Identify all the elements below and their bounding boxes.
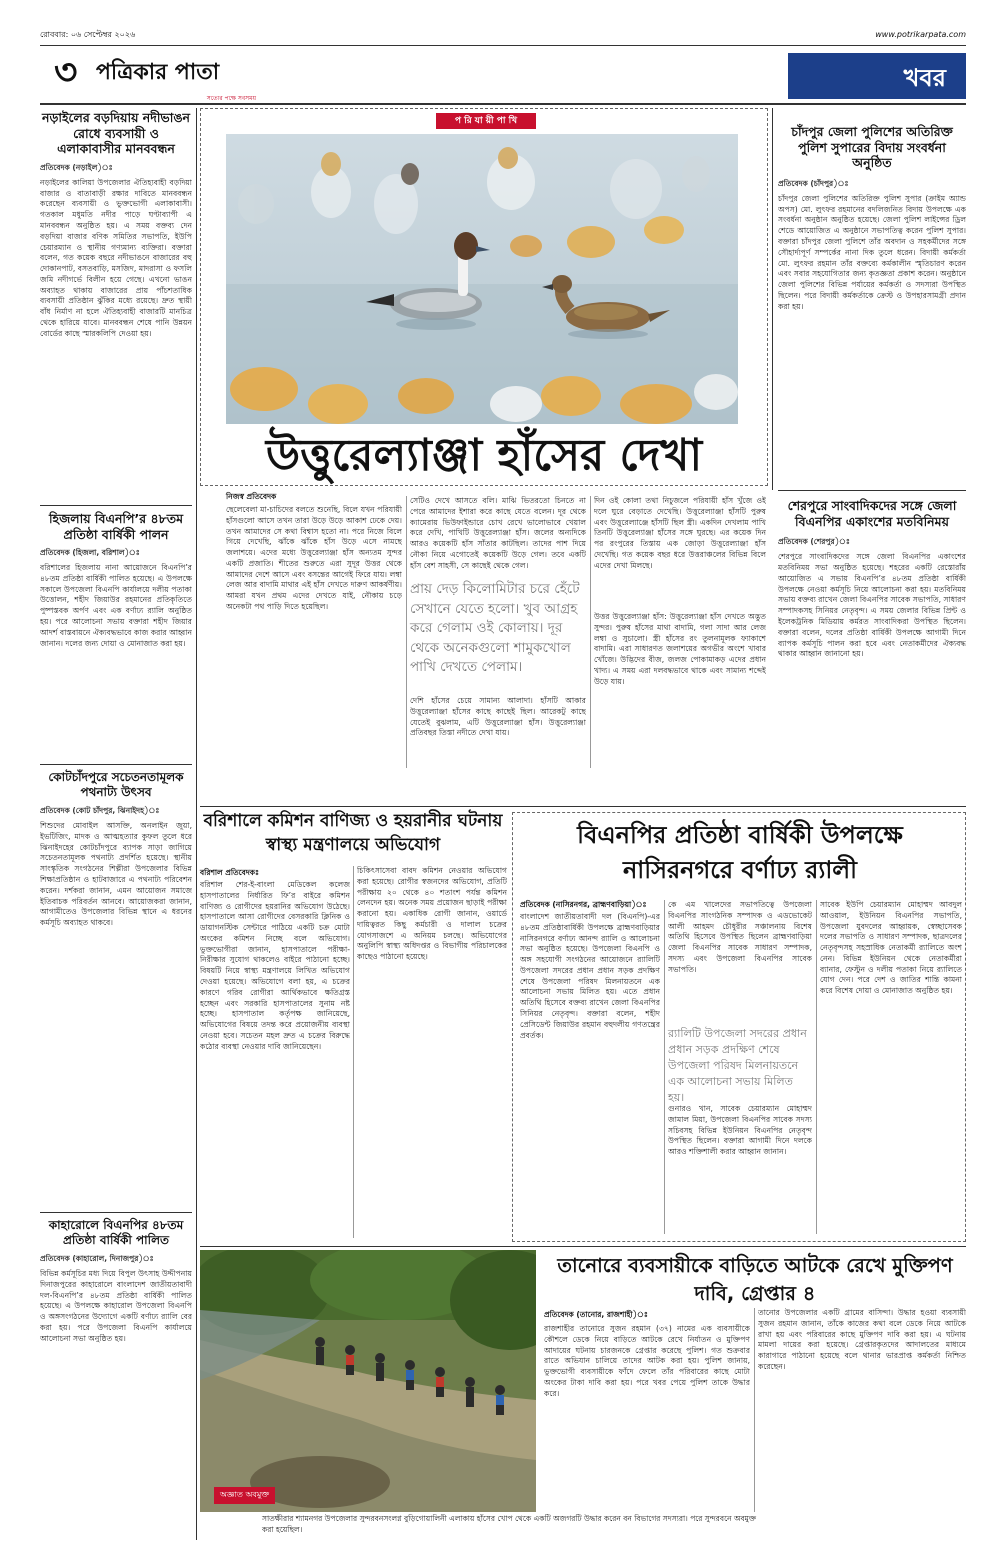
- feature-col2: সেটিও দেখে আসতে বলি। মাঝি ভিতরতো চিনতে না পেরে আমাদের ইশারা করে কাছে যেতে বলেন। দূর থেকে ক্যামেরায় ভিউফাইন্ডারে চোখ রেখে ভালোভাবে খেয়াল করে দেখি, পাখিটি উত্তুরেল্যাঞ্জা হাঁস। জলের অন্যদিকে আরও কয়েকটি হাঁস সাঁতার কাটছিল। তাদের পাশ দিয়ে নৌকা নিয়ে এগোতেই কয়েকটি উড়ে গেল। তবে একটি হাঁস বেশ সাহসী, সে কাছেই থেকে গেল।: [410, 496, 586, 570]
- logo-tagline: সত্যের পক্ষে সবসময়: [206, 95, 256, 102]
- feature-pullquote: প্রায় দেড় কিলোমিটার চরে হেঁটে সেখানে যেতে হলো। খুব আগ্রহ করে গেলাম ওই কোলায়। দূর থেকে অনেকগুলো শামুকখোল পাখি দেখতে পেলাম।: [410, 581, 580, 676]
- feature-col3: দিন ওই কোলা তথা নিচুজলে পরিযায়ী হাঁস খুঁজে ওই দলে ঘুরে বেড়াতে দেখেছি। উত্তুরেল্যাঞ্জা হাঁসটি পুরুষ এবং উত্তুরেল্যাঞ্জে হাঁসটি ছিল স্ত্রী। একদিন দেখলাম পাখি তিনটি উত্তুরেল্যাঞ্জা হাঁসের সঙ্গে ঘুরছে। এর কয়েক দিন পর রংপুরের তিস্তায় এক জোড়া উত্তুরেল্যাঞ্জা হাঁস দেখেছি। গত কয়েক বছর ধরে উত্তরাঞ্চলের বিভিন্ন বিলে এদের দেখা মিলছে।: [594, 496, 766, 570]
- tanore-col2: তানোর উপজেলার একটি গ্রামের বাসিন্দা। উদ্ধার হওয়া ব্যবসায়ী সুজন রহমান জানান, তাঁকে কাজের কথা বলে ডেকে নিয়ে আটকে রাখা হয় এবং পরিবারের কাছে মুক্তিপণ দাবি করা হয়। এ ঘটনায় মামলা দায়ের করা হয়েছে। গ্রেপ্তারকৃতদের আদালতের মাধ্যমে কারাগারে পাঠানো হয়েছে বলে থানার ভারপ্রাপ্ত কর্মকর্তা নিশ্চিত করেছেন।: [758, 1308, 966, 1371]
- story-headline[interactable]: কোটচাঁদপুরে সচেতনতামূলক পথনাট্য উৎসব: [48, 770, 184, 800]
- website-url[interactable]: www.potrikarpata.com: [875, 30, 966, 39]
- nasirnagar-col2b: গুনারও খান, সাবেক চেয়ারম্যান মোহাম্মদ জামাল মিয়া, উপজেলা বিএনপির সাবেক সদস্য সচিবসহ বিভিন্ন ইউনিয়ন বিএনপির নেতৃবৃন্দ উপস্থিত ছিলেন। বক্তারা আগামী দিনে দলকে আরও শক্তিশালী করার আহ্বান জানান।: [668, 1104, 812, 1157]
- feature-headline[interactable]: উত্তুরেল্যাঞ্জা হাঁসের দেখা: [265, 430, 703, 481]
- story-body: বিভিন্ন কর্মসূচির মধ্য দিয়ে বিপুল উৎসাহ উদ্দীপনায় দিনাজপুরের কাহারোলে বাংলাদেশ জাতীয়তাবাদী দল-বিএনপি’র ৪৮তম প্রতিষ্ঠা বার্ষিকী পালিত হয়েছে। এ উপলক্ষে কাহারোল উপজেলা বিএনপি ও অঙ্গসংগঠনের উদ্যোগে একটি বর্ণাঢ্য র‍্যালি বের করা হয়। পরে উপজেলা বিএনপি কার্যালয়ে আলোচনা সভা অনুষ্ঠিত হয়।: [40, 1269, 192, 1343]
- story-headline[interactable]: কাহারোলে বিএনপির ৪৮তম প্রতিষ্ঠা বার্ষিকী পালিত: [48, 1218, 184, 1248]
- ducks-illustration: [226, 134, 738, 424]
- photo-credit: [214, 1487, 275, 1504]
- masthead: [40, 49, 966, 101]
- nasirnagar-byline: প্রতিবেদক (নাসিরনগর, ব্রাহ্মণবাড়িয়া)ঃ: [520, 900, 647, 909]
- story-headline[interactable]: হিজলায় বিএনপি’র ৪৮তম প্রতিষ্ঠা বার্ষিকী পালন: [48, 510, 184, 542]
- photo-caption: সাতক্ষীরার শ্যামনগর উপজেলার সুন্দরবনসংলগ্ন বুড়িগোয়ালিনী এলাকায় হাঁসের খোপ থেকে একটি অজগরটি উদ্ধার করেন বন বিভাগের সদস্যরা। পরে সুন্দরবনে অবমুক্ত করা হয়েছিল।: [262, 1514, 757, 1534]
- newspaper-logo: [96, 55, 256, 102]
- story-headline[interactable]: নড়াইলের বড়দিয়ায় নদীভাঙন রোধে ব্যবসায়ী ও এলাকাবাসীর মানববন্ধন: [42, 110, 190, 157]
- tanore-headline[interactable]: তানোরে ব্যবসায়ীকে বাড়িতে আটকে রেখে মুক্তিপণ দাবি, গ্রেপ্তার ৪: [557, 1254, 953, 1306]
- feature-byline: নিজস্ব প্রতিবেদক: [226, 492, 277, 501]
- issue-date: রোববার: ০৬ সেপ্টেম্বর ২০২৬: [40, 30, 136, 39]
- left-column: [40, 110, 192, 1540]
- nasirnagar-col3: সাবেক ইউপি চেয়ারম্যান মোহাম্মদ আবদুল আওয়াল, ইউনিয়ন বিএনপির সভাপতি, উপজেলা যুবদলের আহ্বায়ক, স্বেচ্ছাসেবক দলের সভাপতি ও সাধারণ সম্পাদক, ছাত্রদলের নেতৃবৃন্দসহ সহস্রাধিক নেতাকর্মী র‍্যালিতে অংশ নেন। বিভিন্ন ইউনিয়ন থেকে নেতাকর্মীরা ব্যানার, ফেস্টুন ও দলীয় পতাকা নিয়ে র‍্যালিতে যোগ দেন। পরে দেশ ও জাতির শান্তি কামনা করে বিশেষ দোয়া ও মোনাজাত অনুষ্ঠিত হয়।: [820, 900, 962, 996]
- python-rescue-photo: [200, 1250, 536, 1512]
- feature-col2b: দেশি হাঁসের চেয়ে সামান্য আলাদা। হাঁসটি আকার উত্তুরেল্যাঞ্জা হাঁসের কাছে কাছেই ছিল। আরেকটু কাছে যেতেই বুঝলাম, এটি উত্তুরেল্যাঞ্জা হাঁস। উত্তুরেল্যাঞ্জা প্রতিবছর তিস্তা নদীতে দেখা যায়।: [410, 696, 586, 738]
- nasirnagar-headline[interactable]: বিএনপির প্রতিষ্ঠা বার্ষিকী উপলক্ষে নাসিরনগরে বর্ণাঢ্য র‍্যালী: [577, 821, 903, 884]
- story-byline: প্রতিবেদক (শেরপুর)ঃ: [778, 537, 850, 547]
- rescue-illustration: [200, 1250, 536, 1512]
- page-number: ৩: [54, 52, 78, 93]
- story-byline: প্রতিবেদক (কাহারোল, দিনাজপুর)ঃ: [40, 1254, 154, 1264]
- story-byline: প্রতিবেদক (চাঁদপুর)ঃ: [778, 178, 849, 188]
- logo-text: পত্রিকার পাতা: [96, 60, 220, 85]
- feature-label-text: প রি যা য়ী পা খি: [454, 116, 518, 126]
- story-body: নড়াইলের কালিয়া উপজেলার ঐতিহ্যবাহী বড়দিয়া বাজার ও বাতাবাড়ী রক্ষার দাবিতে মানববন্ধন করেছেন ব্যবসায়ী ও ভুক্তভোগী এলাকাবাসী। গতকাল মধুমতি নদীর পাড়ে ঘণ্টাব্যাপী এ মানববন্ধন অনুষ্ঠিত হয়। এ সময় বক্তব্য দেন বড়দিয়া বাজার বণিক সমিতির সভাপতি, ইউপি চেয়ারম্যান ও স্থানীয় গণ্যমান্য ব্যক্তিরা। বক্তারা বলেন, গত কয়েক বছরে নদীভাঙনে বাজারের বহু দোকানপাট, বসতবাড়ি, মসজিদ, মাদরাসা ও ফসলি জমি নদীগর্ভে বিলীন হয়ে গেছে। এখনো ভাঙন অব্যাহত থাকায় বাজারের প্রায় পাঁচশতাধিক ব্যবসায়ী প্রতিষ্ঠান ঝুঁকির মধ্যে রয়েছে। দ্রুত স্থায়ী বাঁধ নির্মাণ না হলে ঐতিহ্যবাহী বাজারটি মানচিত্র থেকে হারিয়ে যাবে। মানববন্ধন শেষে পানি উন্নয়ন বোর্ডের কাছে স্মারকলিপি দেওয়া হয়।: [40, 177, 192, 338]
- story-byline: প্রতিবেদক (কোট চাঁদপুর, ঝিনাইদহ)ঃ: [40, 806, 160, 816]
- feature-col1: ছেলেবেলা মা-চাচিদের বলতে শুনেছি, বিলে যখন পরিযায়ী হাঁসগুলো আসে তখন তারা উড়ে উড়ে আকাশ ঢেকে দেয়। তখন আমাদের সে কথা বিশ্বাস হতো না। পরে নিজে বিলে গিয়ে দেখেছি, ঝাঁকে ঝাঁকে হাঁস উড়ে এসে নামছে জলাশয়ে। এদের মধ্যে উত্তুরেল্যাঞ্জা হাঁস অন্যতম সুন্দর একটি প্রজাতি। শীতের শুরুতে এরা সুদূর উত্তর থেকে আমাদের দেশে আসে এবং বসন্তের আগেই ফিরে যায়। লম্বা লেজ আর বাদামি মাথার এই হাঁস দেখতে দারুণ আকর্ষণীয়। আমরা যখন প্রথম এদের দেখতে যাই, নৌকায় চড়ে অনেকটা পথ পাড়ি দিতে হয়েছিল।: [226, 505, 402, 612]
- barishal-headline[interactable]: বরিশালে কমিশন বাণিজ্য ও হয়রানীর ঘটনায় স্বাস্থ্য মন্ত্রণালয়ে অভিযোগ: [203, 811, 503, 855]
- ducks-photo: [226, 134, 738, 424]
- nasirnagar-pullquote: র‍্যালিটি উপজেলা সদরের প্রধান প্রধান সড়ক প্রদক্ষিণ শেষে উপজেলা পরিষদ মিলনায়তনে এক আলোচনা সভায় মিলিত হয়।: [668, 1027, 807, 1104]
- story-body: চাঁদপুর জেলা পুলিশের অতিরিক্ত পুলিশ সুপার (ক্রাইম অ্যান্ড অপস) মো. লুৎফর রহমানের বদলিজনিত বিদায় উপলক্ষে এক সংবর্ধনা অনুষ্ঠান অনুষ্ঠিত হয়েছে। জেলা পুলিশ লাইন্সের ড্রিল শেডে আয়োজিত এ অনুষ্ঠানে সভাপতিত্ব করেন পুলিশ সুপার। বক্তারা চাঁদপুর জেলা পুলিশে তাঁর অবদান ও সহকর্মীদের সঙ্গে সৌহার্দ্যপূর্ণ সম্পর্কের নানা দিক তুলে ধরেন। বিদায়ী কর্মকর্তা মো. লুৎফর রহমান তাঁর বক্তব্যে কর্মকালীন স্মৃতিচারণ করেন এবং সবার সহযোগিতার জন্য কৃতজ্ঞতা প্রকাশ করেন। অনুষ্ঠানে জেলা পুলিশের বিভিন্ন পর্যায়ের কর্মকর্তা ও সদস্যরা উপস্থিত ছিলেন। পরে বিদায়ী কর্মকর্তাকে ক্রেস্ট ও উপহারসামগ্রী প্রদান করা হয়।: [778, 193, 966, 311]
- story-headline[interactable]: চাঁদপুর জেলা পুলিশের অতিরিক্ত পুলিশ সুপারের বিদায় সংবর্ধনা অনুষ্ঠিত: [791, 124, 953, 171]
- story-byline: প্রতিবেদক (নড়াইল)ঃ: [40, 162, 113, 172]
- section-title: খবর: [903, 64, 946, 92]
- right-column-2: [778, 498, 966, 798]
- story-headline[interactable]: শেরপুরে সাংবাদিকদের সঙ্গে জেলা বিএনপির একাংশের মতবিনিময়: [787, 498, 957, 529]
- story-byline: প্রতিবেদক (হিজলা, বরিশাল)ঃ: [40, 548, 140, 558]
- right-column: [778, 124, 966, 490]
- nasirnagar-col2: কে এম খালেদের সভাপতিত্বে উপজেলা বিএনপির সাংগঠনিক সম্পাদক ও এডভোকেট আলী আহমদ চৌধুরীর সঞ্চালনায় বিশেষ অতিথি হিসেবে উপস্থিত ছিলেন ব্রাহ্মণবাড়িয়া জেলা বিএনপির সাবেক সাধারণ সম্পাদক, সদস্য এবং উপজেলা বিএনপির সাবেক সভাপতি।: [668, 900, 812, 974]
- photo-credit-text: অজ্ঞাত অবমুক্ত: [220, 1490, 270, 1499]
- tanore-byline: প্রতিবেদক (তানোর, রাজশাহী)ঃ: [544, 1310, 648, 1319]
- feature-label: [436, 113, 536, 129]
- barishal-body: বরিশাল শের-ই-বাংলা মেডিকেল কলেজ হাসপাতালের নির্ধারিত ফি’র বাইরে কমিশন বাণিজ্য ও রোগীদের হয়রানির অভিযোগ উঠেছে। হাসপাতালে আসা রোগীদের বেসরকারি ক্লিনিক ও ডায়াগনস্টিক সেন্টারে পাঠিয়ে একটি চক্র মোটা অংকের কমিশন নিচ্ছে বলে অভিযোগ। ভুক্তভোগীরা জানান, হাসপাতালে পরীক্ষা-নিরীক্ষার সুযোগ থাকলেও বাইরে পাঠানো হচ্ছে। বিষয়টি নিয়ে স্বাস্থ্য মন্ত্রণালয়ে লিখিত অভিযোগ দেওয়া হয়েছে। অভিযোগে বলা হয়, এ চক্রের কারণে গরিব রোগীরা আর্থিকভাবে ক্ষতিগ্রস্ত হচ্ছেন এবং সরকারি হাসপাতালের সুনাম নষ্ট হচ্ছে। হাসপাতাল কর্তৃপক্ষ জানিয়েছে, অভিযোগের বিষয়ে তদন্ত করে প্রয়োজনীয় ব্যবস্থা নেওয়া হবে। সচেতন মহল দ্রুত এ চক্রের বিরুদ্ধে কঠোর ব্যবস্থা নেওয়ার দাবি জানিয়েছেন।: [200, 880, 350, 1051]
- story-body: শিশুদের মোবাইল আসক্তি, অনলাইন জুয়া, ইভটিজিং, মাদক ও আত্মহত্যার কুফল তুলে ধরে ঝিনাইদহের কোটচাঁদপুরে ব্যাপক সাড়া জাগিয়ে সচেতনতামূলক পথনাট্য প্রদর্শিত হয়েছে। স্থানীয় সাংস্কৃতিক সংগঠনের শিল্পীরা উপজেলার বিভিন্ন শিক্ষাপ্রতিষ্ঠান ও হাটবাজারে এ পথনাট্য পরিবেশন করেন। দর্শকরা জানান, এমন আয়োজন সমাজে ইতিবাচক পরিবর্তন আনবে। আয়োজকরা জানান, আগামীতেও উপজেলার বিভিন্ন স্থানে এ ধরনের কর্মসূচি অব্যাহত থাকবে।: [40, 821, 192, 928]
- barishal-byline: বরিশাল প্রতিবেদকঃ: [200, 868, 260, 877]
- story-body: বরিশালের হিজলায় নানা আয়োজনে বিএনপি’র ৪৮তম প্রতিষ্ঠা বার্ষিকী পালিত হয়েছে। এ উপলক্ষে সকালে উপজেলা বিএনপি কার্যালয়ে দলীয় পতাকা উত্তোলন, শহীদ জিয়াউর রহমানের প্রতিকৃতিতে পুষ্পস্তবক অর্পণ এবং এক বর্ণাঢ্য র‍্যালি অনুষ্ঠিত হয়। পরে আলোচনা সভায় বক্তারা শহীদ জিয়ার আদর্শ বাস্তবায়নে ঐক্যবদ্ধভাবে কাজ করার আহ্বান জানান। দলের জন্য দোয়া ও মোনাজাত করা হয়।: [40, 563, 192, 648]
- nasirnagar-body: বাংলাদেশ জাতীয়তাবাদী দল (বিএনপি)-এর ৪৮তম প্রতিষ্ঠাবার্ষিকী উপলক্ষে ব্রাহ্মণবাড়িয়ার নাসিরনগরে বর্ণাঢ্য আনন্দ র‍্যালি ও আলোচনা সভা অনুষ্ঠিত হয়েছে। উপজেলা বিএনপি ও অঙ্গ সহযোগী সংগঠনের আয়োজনে র‍্যালিটি উপজেলা সদরের প্রধান প্রধান সড়ক প্রদক্ষিণ শেষে উপজেলা পরিষদ মিলনায়তনে এক আলোচনা সভায় মিলিত হয়। এতে প্রধান অতিথি হিসেবে বক্তব্য রাখেন জেলা বিএনপির সিনিয়র নেতৃবৃন্দ। বক্তারা বলেন, শহীদ প্রেসিডেন্ট জিয়াউর রহমান বহুদলীয় গণতন্ত্রের প্রবর্তক।: [520, 912, 660, 1040]
- section-banner: [788, 53, 966, 99]
- tanore-col1: রাজশাহীর তানোরে সুজন রহমান (৩৭) নামের এক ব্যবসায়ীকে কৌশলে ডেকে নিয়ে বাড়িতে আটকে রেখে নির্যাতন ও মুক্তিপণ আদায়ের ঘটনায় চারজনকে গ্রেপ্তার করেছে পুলিশ। গত শুক্রবার রাতে অভিযান চালিয়ে তাদের আটক করা হয়। পুলিশ জানায়, ভুক্তভোগী ব্যবসায়ীকে ফাঁদে ফেলে তাঁর পরিবারের কাছে মোটা অংকের টাকা দাবি করা হয়। পরে খবর পেয়ে পুলিশ তাকে উদ্ধার করে।: [544, 1324, 750, 1398]
- feature-col3b: উত্তর উত্তুরেল্যাঞ্জা হাঁস: উত্তুরেল্যাঞ্জা হাঁস দেখতে অদ্ভুত সুন্দর। পুরুষ হাঁসের মাথা বাদামি, গলা সাদা আর লেজ লম্বা ও সুচালো। স্ত্রী হাঁসের রং তুলনামূলক ফ্যাকাশে বাদামি। এরা সাধারণত জলাশয়ের অগভীর অংশে খাবার খোঁজে। উদ্ভিদের বীজ, জলজ পোকামাকড় এদের প্রধান খাদ্য। এ সময় এরা দলবদ্ধভাবে থাকে এবং সামান্য শব্দেই উড়ে যায়।: [594, 612, 766, 686]
- barishal-body2: চিকিৎসাসেবা বাবদ কমিশন নেওয়ার অভিযোগ করা হয়েছে। রোগীর স্বজনদের অভিযোগ, প্রতিটি পরীক্ষায় ২০ থেকে ৪০ শতাংশ পর্যন্ত কমিশন লেনদেন হয়। অনেক সময় প্রয়োজন ছাড়াই পরীক্ষা করানো হয়। একাধিক রোগী জানান, ওয়ার্ডে দায়িত্বরত কিছু কর্মচারী ও দালাল চক্রের যোগসাজশে এ অনিয়ম চলছে। অভিযোগের অনুলিপি স্বাস্থ্য অধিদপ্তর ও বিভাগীয় পরিচালকের কাছেও পাঠানো হয়েছে।: [357, 866, 507, 962]
- top-bar: [40, 30, 966, 44]
- story-body: শেরপুরে সাংবাদিকদের সঙ্গে জেলা বিএনপির একাংশের মতবিনিময় সভা অনুষ্ঠিত হয়েছে। শহরের একটি রেস্তোরাঁয় আয়োজিত এ সভায় বিএনপি’র ৪৮তম প্রতিষ্ঠা বার্ষিকী উপলক্ষে নেওয়া কর্মসূচি নিয়ে আলোচনা করা হয়। মতবিনিময় সভায় বক্তব্য রাখেন জেলা বিএনপির সাবেক সভাপতি, সাধারণ সম্পাদকসহ সিনিয়র নেতৃবৃন্দ। এ সময় জেলার বিভিন্ন প্রিন্ট ও ইলেকট্রনিক মিডিয়ায় কর্মরত সাংবাদিকরা উপস্থিত ছিলেন। বক্তারা বলেন, দলের প্রতিষ্ঠা বার্ষিকী উপলক্ষে আগামী দিনে ব্যাপক কর্মসূচি পালন করা হবে এবং নেতাকর্মীদের ঐক্যবদ্ধ থাকার আহ্বান জানানো হয়।: [778, 552, 966, 659]
